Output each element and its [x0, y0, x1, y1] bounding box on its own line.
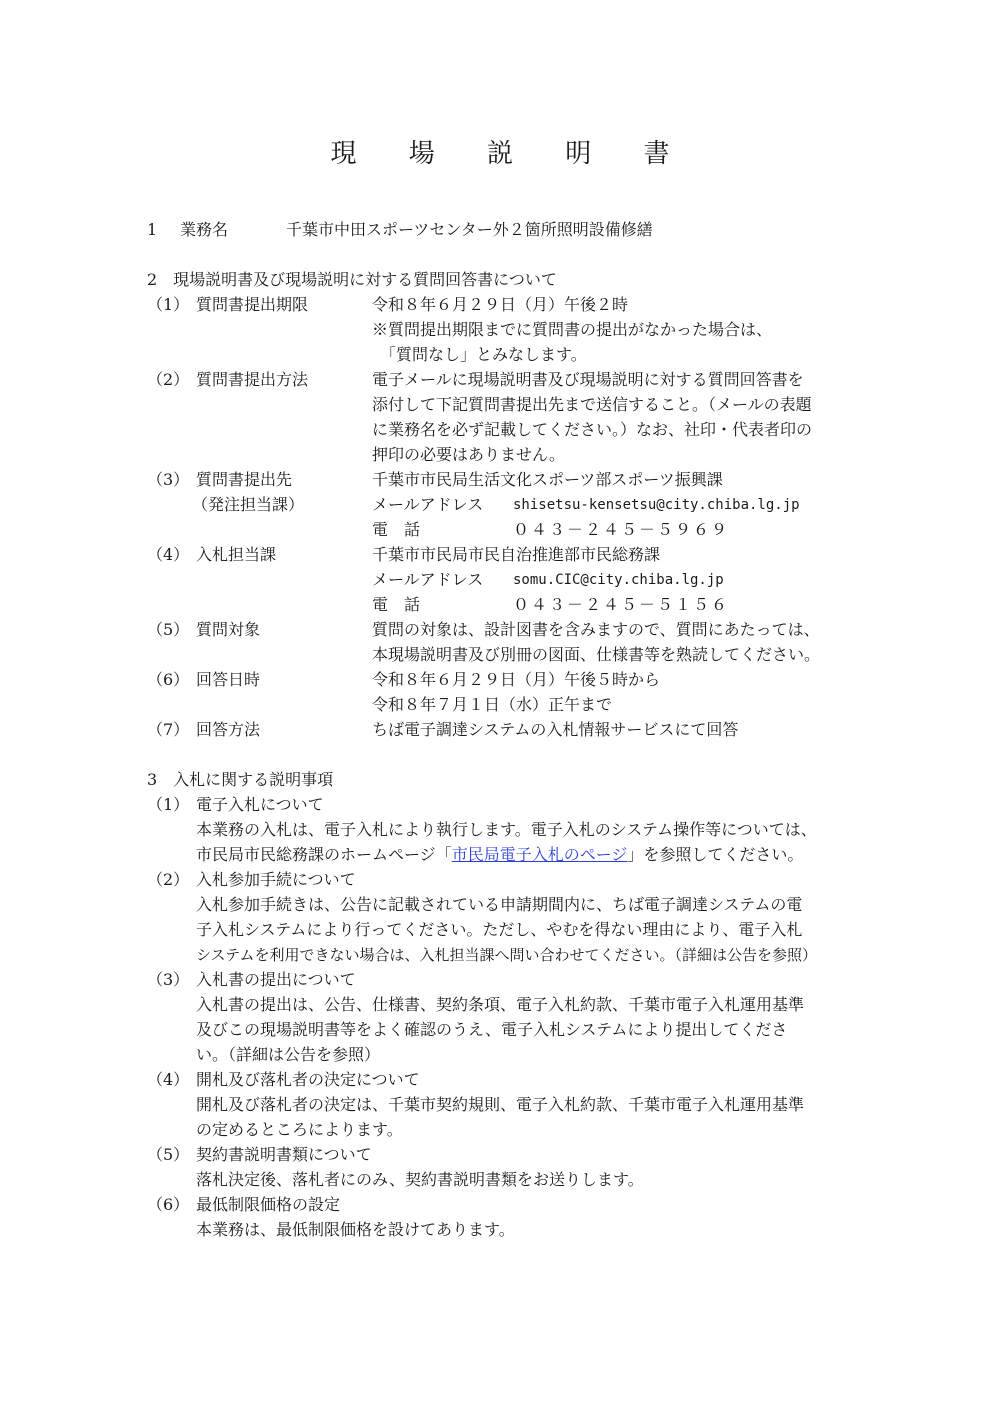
sec3-item-text: い。（詳細は公告を参照） — [196, 1045, 381, 1064]
contact-mail-label: メールアドレス — [372, 570, 484, 589]
sec2-item-text: ちば電子調達システムの入札情報サービスにて回答 — [372, 720, 739, 739]
sec2-item-number: （1） — [147, 295, 190, 314]
sec1-value: 千葉市中田スポーツセンター外２箇所照明設備修繕 — [286, 220, 653, 239]
sec3-item-text: 子入札システムにより行ってください。ただし、やむを得ない理由により、電子入札 — [196, 920, 803, 939]
sec3-item-label: 入札書の提出について — [196, 970, 356, 989]
sec1-number: 1 — [147, 220, 158, 239]
sec3-link-line — [196, 843, 803, 867]
contact-phone-number: ０４３－２４５－５１５６ — [513, 595, 730, 614]
sec2-item-label: 質問書提出期限 — [196, 295, 309, 314]
sec3-item-number: （2） — [147, 870, 190, 889]
sec2-item-text: に業務名を必ず記載してください。）なお、社印・代表者印の — [372, 420, 813, 439]
sec2-item-number: （4） — [147, 545, 190, 564]
contact-department: 千葉市市民局市民自治推進部市民総務課 — [372, 545, 661, 564]
sec3-item-label: 契約書説明書類について — [196, 1145, 372, 1164]
sec3-item-label: 電子入札について — [196, 795, 324, 814]
sec2-item-label: 質問書提出先 — [196, 470, 293, 489]
sec2-item-number: （6） — [147, 670, 190, 689]
sec2-item-text: 押印の必要はありません。 — [372, 445, 565, 464]
sec2-item-text: ※質問提出期限までに質問書の提出がなかった場合は、 — [372, 320, 773, 339]
contact-department: 千葉市市民局生活文化スポーツ部スポーツ振興課 — [372, 470, 723, 489]
sec2-item-number: （7） — [147, 720, 190, 739]
contact-mail-label: メールアドレス — [372, 495, 484, 514]
sec2-item-text: 質問の対象は、設計図書を含みますので、質問にあたっては、 — [372, 620, 820, 639]
link-suffix-text: 」を参照してください。 — [627, 845, 804, 864]
sec2-item-text: 「質問なし」とみなします。 — [372, 345, 587, 364]
sec3-item-text: 本業務の入札は、電子入札により執行します。電子入札のシステム操作等については、 — [196, 820, 817, 839]
e-bidding-page-link[interactable]: 市民局電子入札のページ — [451, 845, 628, 864]
sec2-item-label: 回答方法 — [196, 720, 261, 739]
sec2-item-number: （2） — [147, 370, 190, 389]
sec2-heading: 2 現場説明書及び現場説明に対する質問回答書について — [147, 270, 557, 289]
sec3-item-text: 開札及び落札者の決定は、千葉市契約規則、電子入札約款、千葉市電子入札運用基準 — [196, 1095, 805, 1114]
sec2-item-number: （5） — [147, 620, 190, 639]
sec3-item-number: （3） — [147, 970, 190, 989]
sec2-item-label: 入札担当課 — [196, 545, 277, 564]
sec3-item-text: 落札決定後、落札者にのみ、契約書説明書類をお送りします。 — [196, 1170, 644, 1189]
sec2-item-text: 令和８年６月２９日（月）午後２時 — [372, 295, 629, 314]
sec3-item-text: システムを利用できない場合は、入札担当課へ問い合わせてください。（詳細は公告を参照） — [196, 946, 818, 964]
contact-phone-number: ０４３－２４５－５９６９ — [513, 520, 730, 539]
contact-tel-label: 電 話 — [372, 520, 421, 539]
sec3-heading: 3 入札に関する説明事項 — [147, 770, 334, 789]
sec3-item-number: （5） — [147, 1145, 190, 1164]
sec3-item-text: 入札参加手続きは、公告に記載されている申請期間内に、ちば電子調達システムの電 — [196, 895, 803, 914]
sec2-item-label: 質問書提出方法 — [196, 370, 309, 389]
sec3-item-text: 及びこの現場説明書等をよく確認のうえ、電子入札システムにより提出してくださ — [196, 1020, 788, 1039]
sec2-item-text: 本現場説明書及び別冊の図面、仕様書等を熟読してください。 — [372, 645, 821, 664]
sec3-item-number: （4） — [147, 1070, 190, 1089]
sec2-item-label: 質問対象 — [196, 620, 261, 639]
sec3-item-label: 開札及び落札者の決定について — [196, 1070, 420, 1089]
sec3-item-text: 本業務は、最低制限価格を設けてあります。 — [196, 1220, 515, 1239]
sec2-item-text: 電子メールに現場説明書及び現場説明に対する質問回答書を — [372, 370, 804, 389]
sec3-item-text: の定めるところによります。 — [196, 1120, 403, 1139]
contact-tel-label: 電 話 — [372, 595, 421, 614]
contact-email-address: shisetsu-kensetsu@city.chiba.lg.jp — [513, 497, 800, 513]
sec2-item-label: 回答日時 — [196, 670, 261, 689]
sec3-item-label: 最低制限価格の設定 — [196, 1195, 341, 1214]
sec3-item-number: （6） — [147, 1195, 190, 1214]
link-prefix-text: 市民局市民総務課のホームページ「 — [196, 845, 452, 864]
sec3-item-number: （1） — [147, 795, 190, 814]
sec2-item-sublabel: （発注担当課） — [192, 495, 305, 514]
sec2-item-text: 添付して下記質問書提出先まで送信すること。（メールの表題 — [372, 395, 812, 414]
document-title: 現 場 説 明 書 — [330, 139, 692, 169]
sec1-label: 業務名 — [180, 220, 229, 239]
sec3-item-text: 入札書の提出は、公告、仕様書、契約条項、電子入札約款、千葉市電子入札運用基準 — [196, 995, 805, 1014]
contact-email-address: somu.CIC@city.chiba.lg.jp — [513, 572, 724, 588]
sec2-item-text: 令和８年６月２９日（月）午後５時から — [372, 670, 661, 689]
sec2-item-text: 令和８年７月１日（水）正午まで — [372, 695, 613, 714]
sec2-item-number: （3） — [147, 470, 190, 489]
sec3-item-label: 入札参加手続について — [196, 870, 356, 889]
